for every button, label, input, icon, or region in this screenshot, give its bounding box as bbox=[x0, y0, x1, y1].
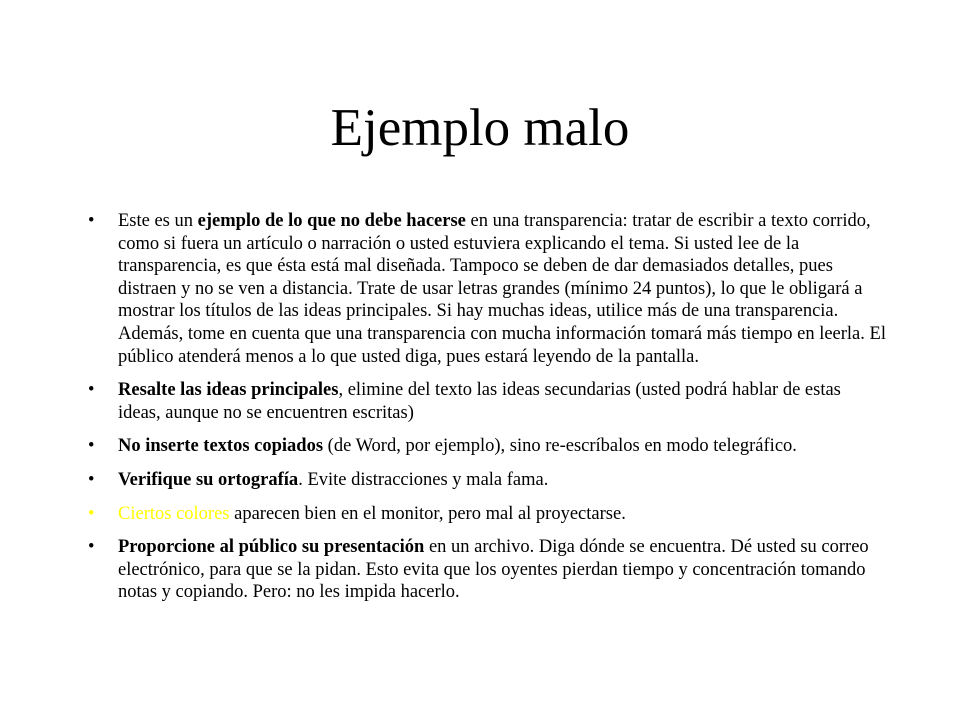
bullet-item-no-copied-text bbox=[88, 435, 888, 458]
bullet-highlighted-text: Ciertos colores bbox=[118, 503, 230, 524]
bullet-emphasis: Resalte las ideas principales bbox=[118, 380, 339, 401]
bullet-item-spelling bbox=[88, 469, 888, 492]
bullet-list bbox=[88, 210, 888, 615]
bullet-dot-icon: • bbox=[88, 503, 95, 524]
bullet-item-colors bbox=[88, 503, 888, 526]
bullet-text: aparecen bien en el monitor, pero mal al proyectarse. bbox=[229, 503, 626, 524]
bullet-dot-icon: • bbox=[88, 469, 95, 490]
slide-title: Ejemplo malo bbox=[330, 99, 630, 157]
bullet-dot-icon: • bbox=[88, 380, 95, 401]
bullet-item-bad-example bbox=[88, 210, 888, 368]
bullet-item-share-presentation bbox=[88, 536, 888, 604]
bullet-text: en un archivo. Diga dónde se encuentra. Dé usted su correo electrónico, para que se la pidan. Esto evita que los oyentes pierdan tiempo y concentración tomando notas y copiando. Pero: no les impida hacerlo. bbox=[118, 537, 869, 603]
bullet-emphasis: Verifique su ortografía bbox=[118, 469, 299, 490]
bullet-emphasis: Proporcione al público su presentación bbox=[118, 537, 425, 558]
bullet-emphasis: ejemplo de lo que no debe hacerse bbox=[197, 211, 466, 231]
bullet-text: (de Word, por ejemplo), sino re-escríbalos en modo telegráfico. bbox=[323, 436, 797, 457]
bullet-text: . Evite distracciones y mala fama. bbox=[298, 469, 549, 490]
bullet-text: , elimine del texto las ideas secundarias (usted podrá hablar de estas ideas, aunque no se encuentren escritas) bbox=[118, 380, 841, 423]
bullet-dot-icon: • bbox=[88, 436, 95, 457]
bullet-emphasis: No inserte textos copiados bbox=[118, 436, 324, 457]
bullet-text: Este es un bbox=[118, 211, 198, 231]
bullet-text: en una transparencia: tratar de escribir a texto corrido, como si fuera un artículo o narración o usted estuviera explicando el tema. Si usted lee de la transparencia, es que ésta está mal diseñada. Tampoco se deben de dar demasiados detalles, pues distraen y no se ven a distancia. Trate de usar letras grandes (mínimo 24 puntos), lo que le obligará a mostrar los títulos de las ideas principales. Si hay muchas ideas, utilice más de una transparencia. Además, tome en cuenta que una transparencia con mucha información tomará más tiempo en leerla. El público atenderá menos a lo que usted diga, pues estará leyendo de la pantalla. bbox=[118, 211, 886, 367]
bullet-dot-icon: • bbox=[88, 537, 95, 558]
bullet-dot-icon: • bbox=[88, 211, 95, 231]
bullet-item-highlight-ideas bbox=[88, 379, 888, 424]
